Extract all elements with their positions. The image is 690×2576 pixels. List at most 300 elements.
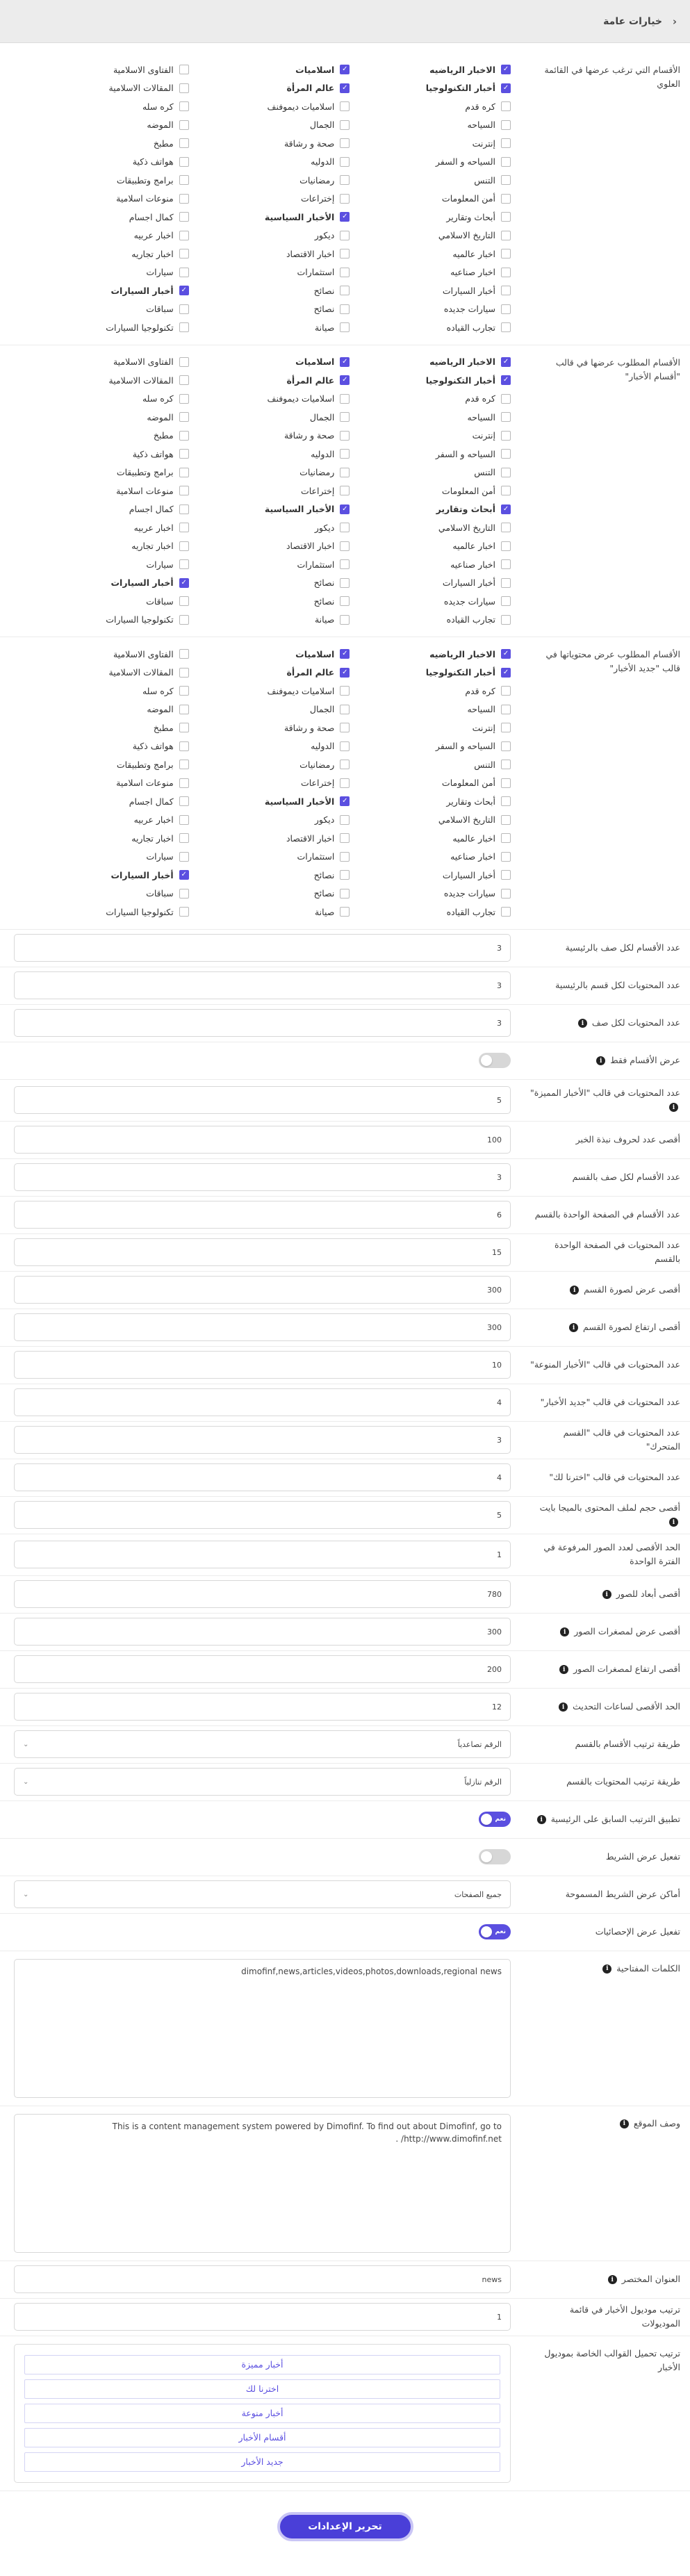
section-checkbox[interactable] bbox=[35, 153, 189, 172]
checkbox-checked-icon[interactable]: ✓ bbox=[501, 83, 511, 93]
section-checkbox[interactable] bbox=[35, 700, 189, 719]
section-checkbox[interactable] bbox=[356, 208, 511, 227]
section-checkbox[interactable] bbox=[356, 353, 511, 372]
checkbox-empty-icon[interactable] bbox=[179, 83, 189, 93]
checkbox-checked-icon[interactable]: ✓ bbox=[340, 668, 350, 678]
section-checkbox[interactable] bbox=[35, 903, 189, 921]
checkbox-empty-icon[interactable] bbox=[340, 523, 350, 532]
checkbox-empty-icon[interactable] bbox=[340, 907, 350, 917]
section-checkbox[interactable] bbox=[196, 719, 350, 737]
news-order-input[interactable] bbox=[14, 2303, 511, 2331]
checkbox-empty-icon[interactable] bbox=[340, 889, 350, 899]
section-checkbox[interactable] bbox=[356, 829, 511, 848]
checkbox-empty-icon[interactable] bbox=[179, 541, 189, 551]
setting-number-input[interactable] bbox=[14, 1313, 511, 1341]
checkbox-empty-icon[interactable] bbox=[340, 468, 350, 477]
checkbox-empty-icon[interactable] bbox=[501, 249, 511, 259]
section-checkbox[interactable] bbox=[196, 903, 350, 921]
checkbox-empty-icon[interactable] bbox=[179, 889, 189, 899]
checkbox-empty-icon[interactable] bbox=[340, 870, 350, 880]
section-checkbox[interactable] bbox=[196, 537, 350, 556]
section-checkbox[interactable] bbox=[196, 700, 350, 719]
checkbox-checked-icon[interactable]: ✓ bbox=[179, 870, 189, 880]
checkbox-empty-icon[interactable] bbox=[501, 778, 511, 788]
checkbox-checked-icon[interactable]: ✓ bbox=[501, 357, 511, 367]
checkbox-empty-icon[interactable] bbox=[179, 194, 189, 204]
section-checkbox[interactable] bbox=[35, 537, 189, 556]
section-checkbox[interactable] bbox=[35, 555, 189, 574]
checkbox-empty-icon[interactable] bbox=[179, 375, 189, 385]
section-checkbox[interactable] bbox=[356, 700, 511, 719]
checkbox-empty-icon[interactable] bbox=[179, 760, 189, 769]
info-icon[interactable]: i bbox=[559, 1665, 568, 1674]
checkbox-empty-icon[interactable] bbox=[179, 175, 189, 185]
description-textarea[interactable] bbox=[14, 2114, 511, 2253]
section-checkbox[interactable] bbox=[35, 227, 189, 245]
checkbox-empty-icon[interactable] bbox=[179, 212, 189, 222]
checkbox-empty-icon[interactable] bbox=[340, 194, 350, 204]
checkbox-empty-icon[interactable] bbox=[501, 907, 511, 917]
checkbox-empty-icon[interactable] bbox=[179, 615, 189, 625]
section-checkbox[interactable] bbox=[356, 682, 511, 700]
section-checkbox[interactable] bbox=[196, 134, 350, 153]
checkbox-empty-icon[interactable] bbox=[179, 778, 189, 788]
checkbox-empty-icon[interactable] bbox=[179, 504, 189, 514]
info-icon[interactable]: i bbox=[620, 2119, 629, 2128]
section-checkbox[interactable] bbox=[35, 318, 189, 337]
section-checkbox[interactable] bbox=[196, 445, 350, 463]
section-checkbox[interactable] bbox=[196, 664, 350, 682]
section-checkbox[interactable] bbox=[356, 371, 511, 390]
section-checkbox[interactable] bbox=[196, 371, 350, 390]
section-checkbox[interactable] bbox=[196, 300, 350, 319]
checkbox-empty-icon[interactable] bbox=[501, 833, 511, 843]
section-checkbox[interactable] bbox=[35, 300, 189, 319]
checkbox-empty-icon[interactable] bbox=[501, 578, 511, 588]
checkbox-empty-icon[interactable] bbox=[340, 304, 350, 314]
setting-number-input[interactable] bbox=[14, 1351, 511, 1379]
section-checkbox[interactable] bbox=[35, 611, 189, 630]
checkbox-empty-icon[interactable] bbox=[501, 541, 511, 551]
info-icon[interactable]: i bbox=[602, 1590, 611, 1599]
section-checkbox[interactable] bbox=[35, 500, 189, 519]
checkbox-empty-icon[interactable] bbox=[179, 559, 189, 569]
checkbox-empty-icon[interactable] bbox=[179, 833, 189, 843]
checkbox-empty-icon[interactable] bbox=[340, 541, 350, 551]
section-checkbox[interactable] bbox=[196, 574, 350, 593]
checkbox-checked-icon[interactable]: ✓ bbox=[340, 83, 350, 93]
section-checkbox[interactable] bbox=[356, 60, 511, 79]
section-checkbox[interactable] bbox=[35, 848, 189, 867]
checkbox-empty-icon[interactable] bbox=[340, 322, 350, 332]
checkbox-empty-icon[interactable] bbox=[179, 486, 189, 495]
checkbox-empty-icon[interactable] bbox=[501, 870, 511, 880]
checkbox-empty-icon[interactable] bbox=[501, 412, 511, 422]
section-checkbox[interactable] bbox=[356, 719, 511, 737]
checkbox-empty-icon[interactable] bbox=[340, 268, 350, 277]
checkbox-empty-icon[interactable] bbox=[340, 852, 350, 862]
section-checkbox[interactable] bbox=[35, 427, 189, 445]
checkbox-empty-icon[interactable] bbox=[179, 723, 189, 732]
submit-settings-button[interactable]: تحرير الإعدادات bbox=[277, 2512, 413, 2541]
setting-select[interactable] bbox=[14, 1768, 511, 1796]
section-checkbox[interactable] bbox=[356, 281, 511, 300]
checkbox-checked-icon[interactable]: ✓ bbox=[501, 375, 511, 385]
section-checkbox[interactable] bbox=[356, 427, 511, 445]
checkbox-empty-icon[interactable] bbox=[179, 412, 189, 422]
section-checkbox[interactable] bbox=[196, 755, 350, 774]
setting-number-input[interactable] bbox=[14, 1693, 511, 1721]
checkbox-empty-icon[interactable] bbox=[501, 686, 511, 696]
checkbox-empty-icon[interactable] bbox=[340, 486, 350, 495]
info-icon[interactable]: i bbox=[669, 1518, 678, 1527]
checkbox-empty-icon[interactable] bbox=[501, 486, 511, 495]
checkbox-empty-icon[interactable] bbox=[179, 668, 189, 678]
checkbox-empty-icon[interactable] bbox=[340, 120, 350, 130]
section-checkbox[interactable] bbox=[196, 482, 350, 500]
checkbox-empty-icon[interactable] bbox=[501, 394, 511, 404]
section-checkbox[interactable] bbox=[356, 97, 511, 116]
setting-toggle[interactable] bbox=[479, 1849, 511, 1864]
setting-number-input[interactable] bbox=[14, 934, 511, 962]
checkbox-empty-icon[interactable] bbox=[501, 304, 511, 314]
checkbox-checked-icon[interactable]: ✓ bbox=[501, 649, 511, 659]
checkbox-empty-icon[interactable] bbox=[340, 615, 350, 625]
checkbox-empty-icon[interactable] bbox=[340, 559, 350, 569]
section-checkbox[interactable] bbox=[35, 171, 189, 190]
checkbox-empty-icon[interactable] bbox=[501, 194, 511, 204]
checkbox-empty-icon[interactable] bbox=[340, 705, 350, 714]
section-checkbox[interactable] bbox=[35, 263, 189, 282]
checkbox-empty-icon[interactable] bbox=[179, 138, 189, 148]
checkbox-empty-icon[interactable] bbox=[340, 741, 350, 751]
section-checkbox[interactable] bbox=[356, 263, 511, 282]
section-checkbox[interactable] bbox=[356, 792, 511, 811]
section-checkbox[interactable] bbox=[356, 755, 511, 774]
info-icon[interactable]: i bbox=[569, 1323, 578, 1332]
section-checkbox[interactable] bbox=[35, 97, 189, 116]
checkbox-empty-icon[interactable] bbox=[179, 649, 189, 659]
section-checkbox[interactable] bbox=[196, 318, 350, 337]
section-checkbox[interactable] bbox=[196, 245, 350, 263]
info-icon[interactable]: i bbox=[608, 2275, 617, 2284]
checkbox-empty-icon[interactable] bbox=[179, 357, 189, 367]
checkbox-empty-icon[interactable] bbox=[340, 412, 350, 422]
section-checkbox[interactable] bbox=[356, 245, 511, 263]
section-checkbox[interactable] bbox=[196, 190, 350, 208]
checkbox-empty-icon[interactable] bbox=[340, 723, 350, 732]
section-checkbox[interactable] bbox=[196, 427, 350, 445]
section-checkbox[interactable] bbox=[35, 208, 189, 227]
checkbox-empty-icon[interactable] bbox=[179, 741, 189, 751]
info-icon[interactable]: i bbox=[570, 1286, 579, 1295]
section-checkbox[interactable] bbox=[356, 171, 511, 190]
section-checkbox[interactable] bbox=[356, 885, 511, 903]
section-checkbox[interactable] bbox=[196, 281, 350, 300]
short-title-input[interactable] bbox=[14, 2265, 511, 2293]
checkbox-empty-icon[interactable] bbox=[501, 101, 511, 111]
checkbox-empty-icon[interactable] bbox=[179, 65, 189, 74]
section-checkbox[interactable] bbox=[356, 611, 511, 630]
checkbox-empty-icon[interactable] bbox=[340, 101, 350, 111]
section-checkbox[interactable] bbox=[356, 500, 511, 519]
section-checkbox[interactable] bbox=[35, 592, 189, 611]
section-checkbox[interactable] bbox=[35, 518, 189, 537]
section-checkbox[interactable] bbox=[196, 353, 350, 372]
section-checkbox[interactable] bbox=[356, 574, 511, 593]
section-checkbox[interactable] bbox=[35, 774, 189, 793]
checkbox-checked-icon[interactable]: ✓ bbox=[501, 65, 511, 74]
checkbox-empty-icon[interactable] bbox=[340, 286, 350, 295]
section-checkbox[interactable] bbox=[356, 848, 511, 867]
checkbox-empty-icon[interactable] bbox=[179, 231, 189, 240]
section-checkbox[interactable] bbox=[196, 866, 350, 885]
checkbox-empty-icon[interactable] bbox=[501, 468, 511, 477]
setting-toggle[interactable] bbox=[479, 1053, 511, 1068]
setting-toggle[interactable] bbox=[479, 1812, 511, 1827]
section-checkbox[interactable] bbox=[356, 116, 511, 135]
section-checkbox[interactable] bbox=[356, 482, 511, 500]
checkbox-empty-icon[interactable] bbox=[501, 157, 511, 167]
checkbox-empty-icon[interactable] bbox=[340, 815, 350, 825]
section-checkbox[interactable] bbox=[196, 829, 350, 848]
checkbox-empty-icon[interactable] bbox=[179, 268, 189, 277]
section-checkbox[interactable] bbox=[356, 664, 511, 682]
keywords-textarea[interactable] bbox=[14, 1959, 511, 2098]
info-icon[interactable]: i bbox=[669, 1103, 678, 1112]
info-icon[interactable]: i bbox=[578, 1019, 587, 1028]
template-order-item[interactable]: أخبار مميزة bbox=[24, 2355, 500, 2374]
checkbox-empty-icon[interactable] bbox=[501, 322, 511, 332]
section-checkbox[interactable] bbox=[35, 755, 189, 774]
checkbox-empty-icon[interactable] bbox=[501, 852, 511, 862]
info-icon[interactable]: i bbox=[559, 1703, 568, 1712]
section-checkbox[interactable] bbox=[196, 60, 350, 79]
section-checkbox[interactable] bbox=[196, 390, 350, 409]
section-checkbox[interactable] bbox=[356, 445, 511, 463]
setting-number-input[interactable] bbox=[14, 1463, 511, 1491]
checkbox-checked-icon[interactable]: ✓ bbox=[340, 357, 350, 367]
setting-select[interactable] bbox=[14, 1730, 511, 1758]
checkbox-empty-icon[interactable] bbox=[179, 686, 189, 696]
setting-number-input[interactable] bbox=[14, 1580, 511, 1608]
checkbox-empty-icon[interactable] bbox=[501, 889, 511, 899]
setting-number-input[interactable] bbox=[14, 1618, 511, 1646]
section-checkbox[interactable] bbox=[35, 574, 189, 593]
section-checkbox[interactable] bbox=[35, 116, 189, 135]
checkbox-empty-icon[interactable] bbox=[501, 449, 511, 459]
checkbox-empty-icon[interactable] bbox=[501, 175, 511, 185]
section-checkbox[interactable] bbox=[35, 645, 189, 664]
checkbox-empty-icon[interactable] bbox=[501, 615, 511, 625]
template-order-item[interactable]: أقسام الأخبار bbox=[24, 2428, 500, 2447]
checkbox-empty-icon[interactable] bbox=[340, 249, 350, 259]
setting-number-input[interactable] bbox=[14, 1086, 511, 1114]
template-order-item[interactable]: أخبار منوعة bbox=[24, 2404, 500, 2423]
template-order-item[interactable]: اخترنا لك bbox=[24, 2379, 500, 2399]
section-checkbox[interactable] bbox=[356, 537, 511, 556]
section-checkbox[interactable] bbox=[356, 227, 511, 245]
checkbox-empty-icon[interactable] bbox=[501, 138, 511, 148]
checkbox-checked-icon[interactable]: ✓ bbox=[340, 796, 350, 806]
checkbox-empty-icon[interactable] bbox=[501, 212, 511, 222]
section-checkbox[interactable] bbox=[356, 866, 511, 885]
section-checkbox[interactable] bbox=[35, 408, 189, 427]
section-checkbox[interactable] bbox=[35, 353, 189, 372]
section-checkbox[interactable] bbox=[35, 482, 189, 500]
checkbox-empty-icon[interactable] bbox=[179, 705, 189, 714]
checkbox-empty-icon[interactable] bbox=[179, 101, 189, 111]
checkbox-empty-icon[interactable] bbox=[340, 175, 350, 185]
section-checkbox[interactable] bbox=[356, 408, 511, 427]
checkbox-checked-icon[interactable]: ✓ bbox=[179, 286, 189, 295]
checkbox-empty-icon[interactable] bbox=[179, 394, 189, 404]
checkbox-empty-icon[interactable] bbox=[179, 796, 189, 806]
checkbox-empty-icon[interactable] bbox=[179, 249, 189, 259]
section-checkbox[interactable] bbox=[35, 885, 189, 903]
checkbox-empty-icon[interactable] bbox=[179, 322, 189, 332]
info-icon[interactable]: i bbox=[537, 1815, 546, 1824]
section-checkbox[interactable] bbox=[196, 463, 350, 482]
section-checkbox[interactable] bbox=[356, 592, 511, 611]
checkbox-empty-icon[interactable] bbox=[179, 468, 189, 477]
setting-number-input[interactable] bbox=[14, 1201, 511, 1229]
section-checkbox[interactable] bbox=[356, 518, 511, 537]
info-icon[interactable]: i bbox=[602, 1964, 611, 1974]
checkbox-checked-icon[interactable]: ✓ bbox=[501, 504, 511, 514]
setting-number-input[interactable] bbox=[14, 1163, 511, 1191]
section-checkbox[interactable] bbox=[196, 500, 350, 519]
checkbox-empty-icon[interactable] bbox=[340, 686, 350, 696]
checkbox-empty-icon[interactable] bbox=[501, 120, 511, 130]
section-checkbox[interactable] bbox=[196, 263, 350, 282]
checkbox-empty-icon[interactable] bbox=[179, 120, 189, 130]
checkbox-empty-icon[interactable] bbox=[501, 559, 511, 569]
setting-number-input[interactable] bbox=[14, 1126, 511, 1154]
setting-number-input[interactable] bbox=[14, 1426, 511, 1454]
setting-toggle[interactable] bbox=[479, 1924, 511, 1939]
section-checkbox[interactable] bbox=[196, 208, 350, 227]
section-checkbox[interactable] bbox=[196, 682, 350, 700]
setting-select[interactable] bbox=[14, 1880, 511, 1908]
checkbox-empty-icon[interactable] bbox=[501, 231, 511, 240]
section-checkbox[interactable] bbox=[196, 611, 350, 630]
checkbox-empty-icon[interactable] bbox=[501, 741, 511, 751]
section-checkbox[interactable] bbox=[356, 774, 511, 793]
section-checkbox[interactable] bbox=[196, 737, 350, 756]
checkbox-empty-icon[interactable] bbox=[340, 449, 350, 459]
section-checkbox[interactable] bbox=[196, 885, 350, 903]
checkbox-empty-icon[interactable] bbox=[179, 431, 189, 441]
section-checkbox[interactable] bbox=[35, 390, 189, 409]
section-checkbox[interactable] bbox=[196, 848, 350, 867]
setting-number-input[interactable] bbox=[14, 1009, 511, 1037]
checkbox-empty-icon[interactable] bbox=[179, 852, 189, 862]
section-checkbox[interactable] bbox=[35, 719, 189, 737]
checkbox-empty-icon[interactable] bbox=[179, 304, 189, 314]
checkbox-empty-icon[interactable] bbox=[501, 268, 511, 277]
checkbox-empty-icon[interactable] bbox=[501, 796, 511, 806]
section-checkbox[interactable] bbox=[35, 792, 189, 811]
section-checkbox[interactable] bbox=[35, 737, 189, 756]
section-checkbox[interactable] bbox=[196, 645, 350, 664]
section-checkbox[interactable] bbox=[35, 190, 189, 208]
section-checkbox[interactable] bbox=[35, 664, 189, 682]
section-checkbox[interactable] bbox=[35, 79, 189, 98]
checkbox-empty-icon[interactable] bbox=[179, 815, 189, 825]
checkbox-empty-icon[interactable] bbox=[179, 596, 189, 606]
section-checkbox[interactable] bbox=[356, 645, 511, 664]
section-checkbox[interactable] bbox=[35, 866, 189, 885]
checkbox-checked-icon[interactable]: ✓ bbox=[340, 649, 350, 659]
section-checkbox[interactable] bbox=[356, 153, 511, 172]
setting-number-input[interactable] bbox=[14, 1276, 511, 1304]
template-order-item[interactable]: جديد الأخبار bbox=[24, 2452, 500, 2472]
section-checkbox[interactable] bbox=[356, 811, 511, 830]
checkbox-empty-icon[interactable] bbox=[340, 231, 350, 240]
section-checkbox[interactable] bbox=[356, 79, 511, 98]
checkbox-empty-icon[interactable] bbox=[340, 760, 350, 769]
checkbox-empty-icon[interactable] bbox=[501, 431, 511, 441]
section-checkbox[interactable] bbox=[35, 281, 189, 300]
section-checkbox[interactable] bbox=[356, 390, 511, 409]
section-checkbox[interactable] bbox=[35, 60, 189, 79]
section-checkbox[interactable] bbox=[196, 792, 350, 811]
section-checkbox[interactable] bbox=[35, 245, 189, 263]
checkbox-checked-icon[interactable]: ✓ bbox=[179, 578, 189, 588]
checkbox-empty-icon[interactable] bbox=[501, 815, 511, 825]
section-checkbox[interactable] bbox=[35, 463, 189, 482]
checkbox-empty-icon[interactable] bbox=[340, 596, 350, 606]
section-checkbox[interactable] bbox=[356, 463, 511, 482]
checkbox-empty-icon[interactable] bbox=[501, 286, 511, 295]
checkbox-checked-icon[interactable]: ✓ bbox=[340, 212, 350, 222]
checkbox-empty-icon[interactable] bbox=[340, 833, 350, 843]
checkbox-empty-icon[interactable] bbox=[340, 578, 350, 588]
checkbox-empty-icon[interactable] bbox=[340, 778, 350, 788]
setting-number-input[interactable] bbox=[14, 1238, 511, 1266]
section-checkbox[interactable] bbox=[356, 555, 511, 574]
checkbox-empty-icon[interactable] bbox=[340, 431, 350, 441]
section-checkbox[interactable] bbox=[196, 408, 350, 427]
section-checkbox[interactable] bbox=[35, 371, 189, 390]
setting-number-input[interactable] bbox=[14, 1541, 511, 1568]
section-checkbox[interactable] bbox=[356, 300, 511, 319]
section-checkbox[interactable] bbox=[35, 134, 189, 153]
checkbox-empty-icon[interactable] bbox=[501, 596, 511, 606]
section-checkbox[interactable] bbox=[196, 116, 350, 135]
section-checkbox[interactable] bbox=[35, 811, 189, 830]
section-checkbox[interactable] bbox=[356, 903, 511, 921]
section-checkbox[interactable] bbox=[356, 318, 511, 337]
checkbox-empty-icon[interactable] bbox=[179, 523, 189, 532]
section-checkbox[interactable] bbox=[196, 592, 350, 611]
checkbox-empty-icon[interactable] bbox=[340, 157, 350, 167]
checkbox-empty-icon[interactable] bbox=[340, 394, 350, 404]
section-checkbox[interactable] bbox=[356, 134, 511, 153]
section-checkbox[interactable] bbox=[196, 811, 350, 830]
info-icon[interactable]: i bbox=[596, 1056, 605, 1065]
section-checkbox[interactable] bbox=[196, 97, 350, 116]
setting-number-input[interactable] bbox=[14, 971, 511, 999]
setting-number-input[interactable] bbox=[14, 1388, 511, 1416]
checkbox-empty-icon[interactable] bbox=[179, 449, 189, 459]
checkbox-checked-icon[interactable]: ✓ bbox=[340, 504, 350, 514]
section-checkbox[interactable] bbox=[356, 190, 511, 208]
section-checkbox[interactable] bbox=[35, 445, 189, 463]
checkbox-empty-icon[interactable] bbox=[501, 723, 511, 732]
section-checkbox[interactable] bbox=[196, 79, 350, 98]
